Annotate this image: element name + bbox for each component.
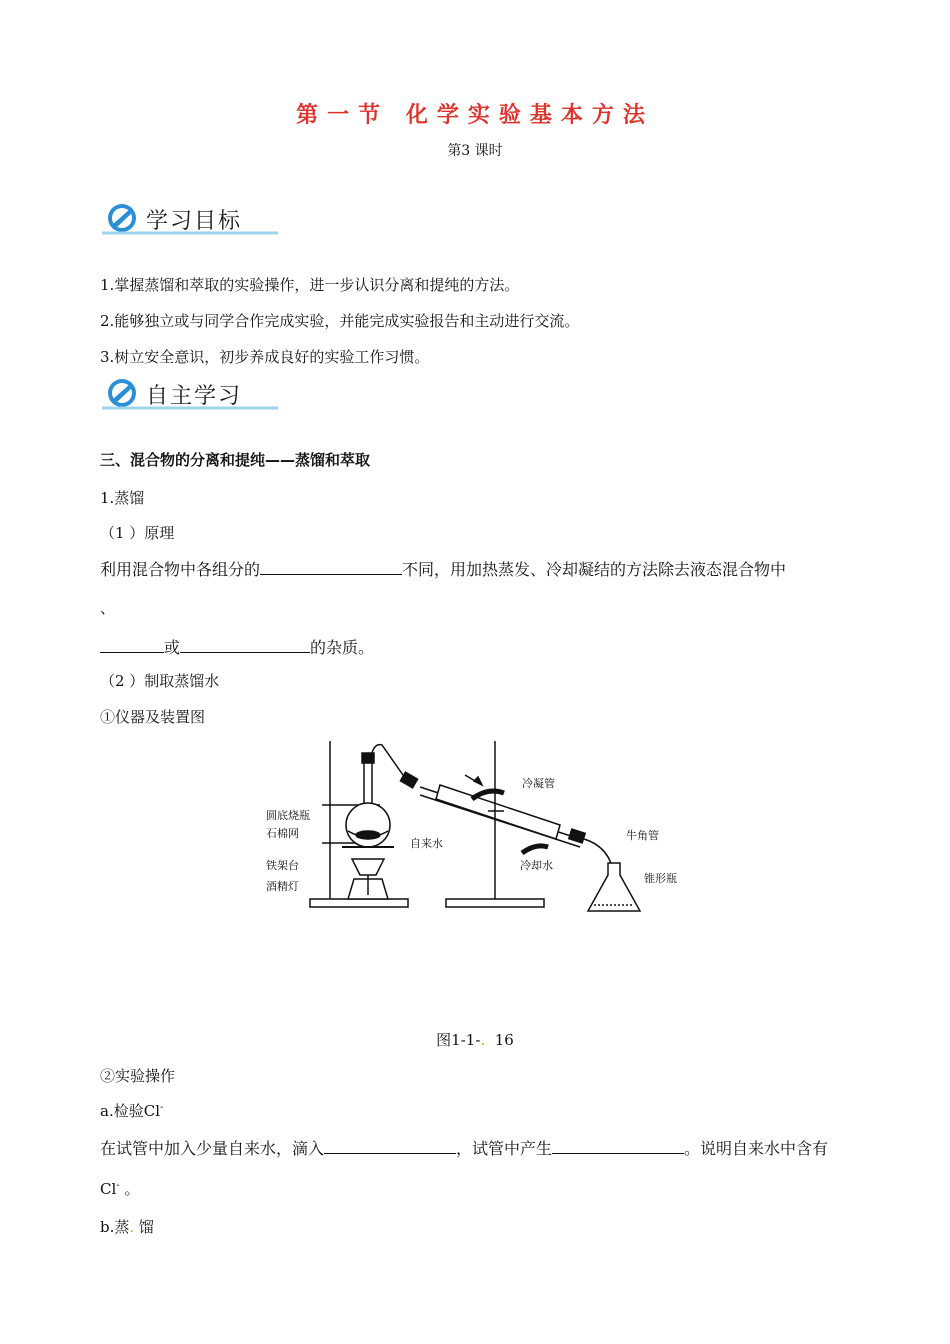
- principle-line-2: 或 的杂质。: [100, 635, 374, 658]
- answer-blank[interactable]: [100, 638, 164, 653]
- operation-a-cl: Cl- 。: [100, 1180, 140, 1198]
- label-adapter: 牛角管: [626, 829, 659, 842]
- goal-item: 3.树立安全意识，初步养成良好的实验工作习惯。: [100, 348, 430, 366]
- banner-goals: [100, 200, 280, 240]
- label-lamp: 酒精灯: [266, 880, 299, 893]
- operation-b-label: b.蒸. 馏: [100, 1218, 154, 1236]
- label-gauze: 石棉网: [266, 827, 299, 840]
- operation-heading: ②实验操作: [100, 1067, 176, 1085]
- answer-blank[interactable]: [324, 1139, 456, 1154]
- goal-item: 1.掌握蒸馏和萃取的实验操作，进一步认识分离和提纯的方法。: [100, 276, 520, 294]
- banner-self-study: [100, 375, 280, 415]
- operation-a-label: a.检验Cl-: [100, 1102, 164, 1120]
- answer-blank[interactable]: [552, 1139, 684, 1154]
- make-label: （2 ）制取蒸馏水: [100, 672, 220, 690]
- goal-item: 2.能够独立或与同学合作完成实验，并能完成实验报告和主动进行交流。: [100, 312, 580, 330]
- answer-blank[interactable]: [260, 560, 402, 575]
- label-cooling-water: 冷却水: [520, 859, 553, 872]
- principle-label: （1 ）原理: [100, 524, 175, 542]
- label-erlenmeyer: 锥形瓶: [644, 872, 677, 885]
- section-heading: 三、混合物的分离和提纯——蒸馏和萃取: [100, 451, 371, 469]
- label-condenser: 冷凝管: [522, 777, 555, 790]
- distillation-heading: 1.蒸馏: [100, 489, 145, 507]
- banner-goals-label: 学习目标: [146, 209, 243, 234]
- page-subtitle: 第3 课时: [447, 143, 503, 159]
- operation-a-line: 在试管中加入少量自来水，滴入 ，试管中产生 。说明自来水中含有: [100, 1139, 829, 1158]
- label-stand: 铁架台: [266, 859, 299, 872]
- apparatus-label: ①仪器及装置图: [100, 708, 206, 726]
- principle-comma: 、: [100, 599, 116, 617]
- banner-self-study-label: 自主学习: [146, 384, 243, 409]
- page-title: 第一节 化学实验基本方法: [296, 103, 654, 128]
- label-tap-water: 自来水: [410, 837, 443, 850]
- answer-blank[interactable]: [180, 638, 310, 653]
- figure-caption: 图1-1-. 16: [436, 1031, 514, 1049]
- principle-line: 利用混合物中各组分的 不同，用加热蒸发、冷却凝结的方法除去液态混合物中: [100, 560, 787, 579]
- label-flask: 圆底烧瓶: [266, 809, 310, 822]
- distillation-apparatus-figure: [260, 735, 700, 915]
